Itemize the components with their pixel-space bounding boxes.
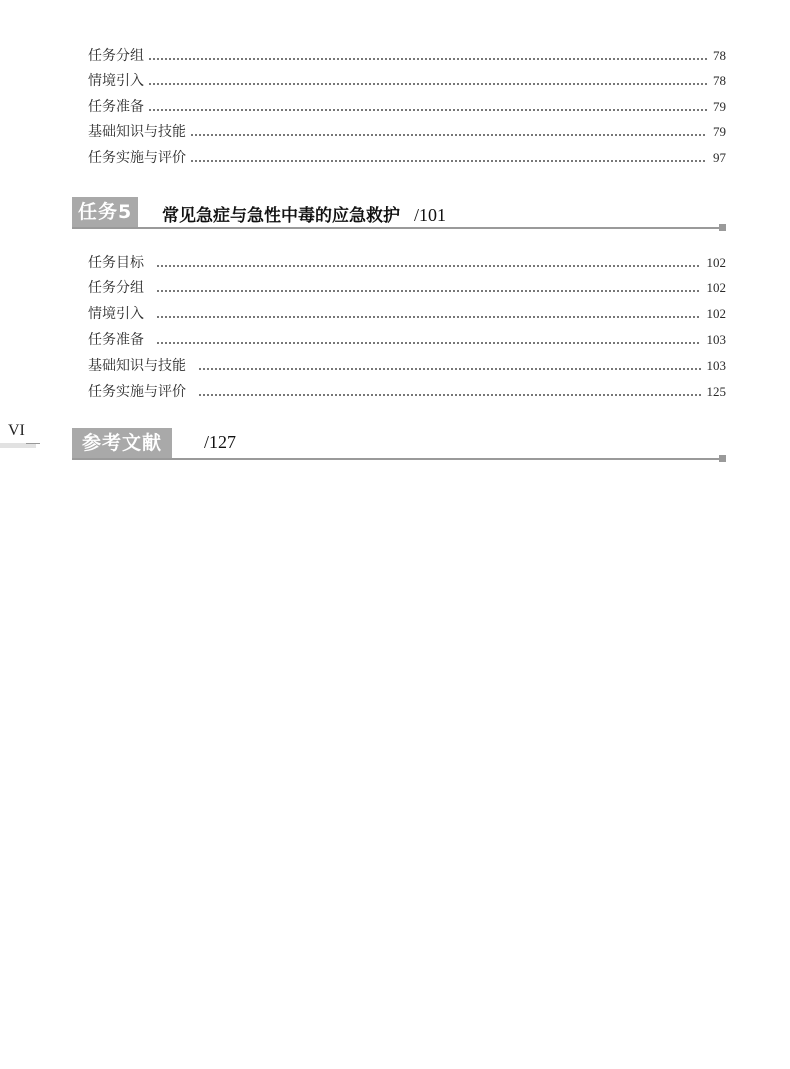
toc-entry-label: 任务准备 [88,332,144,348]
toc-entry-page: 78 [713,73,726,88]
toc-entry[interactable] [88,303,726,323]
toc-entry-page: 78 [713,48,726,63]
toc-entry[interactable] [88,96,726,116]
section-rule-end [719,224,726,231]
section-rule-end [719,455,726,462]
toc-entry-page: 103 [706,358,726,373]
section-badge: 参考文献 [72,428,172,458]
section-title-text: 常见急症与急性中毒的应急救护 [162,206,400,226]
toc-entry[interactable] [88,121,726,141]
dot-leader [198,394,701,396]
section-title [162,201,446,226]
section-heading-references[interactable] [72,428,726,462]
toc-entry-page: 102 [706,280,726,295]
dot-leader [190,160,707,162]
toc-entry-label: 基础知识与技能 [88,124,186,140]
toc-entry-page: 79 [713,124,726,139]
dot-leader [190,134,707,136]
toc-entry-label: 任务准备 [88,99,144,115]
toc-entry-label: 任务分组 [88,280,144,296]
dot-leader [156,342,701,344]
section-title [204,432,236,453]
toc-entry[interactable] [88,329,726,349]
dot-leader [156,316,701,318]
toc-entry-label: 情境引入 [88,306,144,322]
section-page: /101 [414,205,447,225]
toc-entry-label: 任务实施与评价 [88,150,186,166]
toc-entry[interactable] [88,147,726,167]
dot-leader [148,109,707,111]
toc-entry-page: 103 [706,332,726,347]
dot-leader [198,368,701,370]
toc-entry[interactable] [88,70,726,90]
section-heading-task5[interactable] [72,197,726,231]
dot-leader [148,83,707,85]
page-folio: VI [8,422,25,439]
toc-entry-label: 任务分组 [88,48,144,64]
toc-entry-page: 79 [713,99,726,114]
section-rule [72,458,726,460]
toc-entry[interactable] [88,277,726,297]
toc-entry-label: 任务实施与评价 [88,384,186,400]
toc-entry[interactable] [88,355,726,375]
toc-entry-label: 任务目标 [88,255,144,271]
toc-entry-page: 102 [706,306,726,321]
toc-entry-label: 情境引入 [88,73,144,89]
folio-rule [26,443,40,444]
toc-entry-page: 102 [706,255,726,270]
toc-entry-page: 125 [706,384,726,399]
toc-entry-label: 基础知识与技能 [88,358,186,374]
dot-leader [156,290,701,292]
dot-leader [148,58,707,60]
section-rule [72,227,726,229]
toc-entry-page: 97 [713,150,726,165]
toc-entry[interactable] [88,45,726,65]
section-page: /127 [204,432,237,452]
section-badge: 任务5 [72,197,138,227]
toc-entry[interactable] [88,381,726,401]
dot-leader [156,265,701,267]
toc-entry[interactable] [88,252,726,272]
